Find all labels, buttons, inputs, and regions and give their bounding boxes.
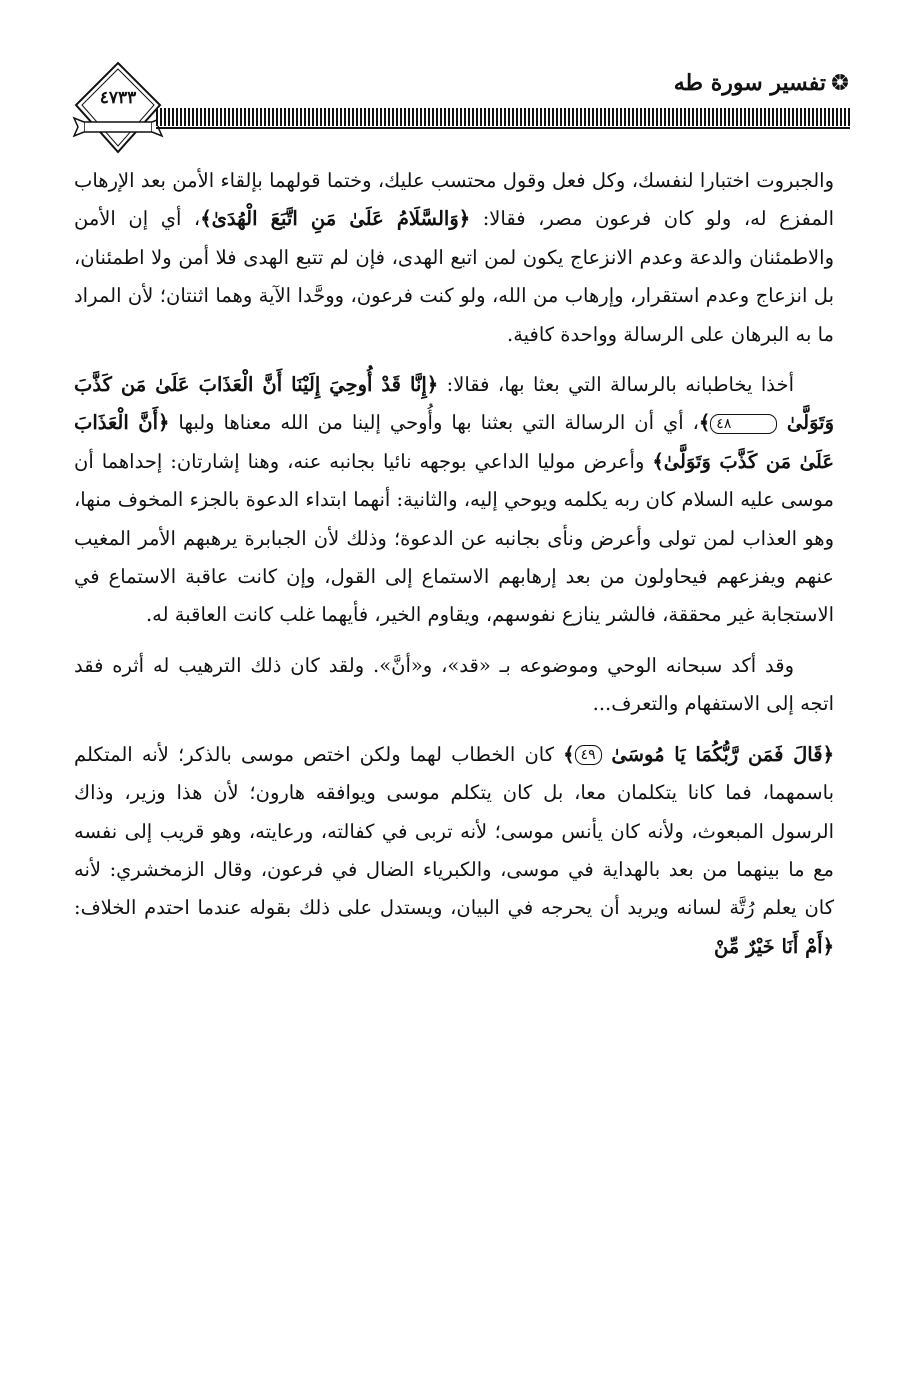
paragraph-3 [74, 647, 834, 724]
page-number-ornament [70, 60, 166, 160]
paragraph-4-text-b: كان الخطاب لهما ولكن اختص موسى بالذكر؛ لأنه المتكلم باسمهما، فما كانا يتكلمان معا، بل كان يتكلم موسى ويوافقه هارون؛ لأن هذا وزير، وذاك الرسول المبعوث، ولأنه كان يأنس موسى؛ لأنه تربى في كفالته، ورعايته، وهو قريب إلى نفسه مع ما بينهما من بعد بالهداية في موسى، والكبرياء الضال في فرعون، وقال الزمخشري: لأنه كان يعلم رُتَّة لسانه ويريد أن يحرجه في البيان، ويستدل على ذلك بقوله عندما احتدم الخلاف: [74, 742, 834, 920]
quran-verse: ﴿أَنَّ الْعَذَابَ عَلَىٰ مَن كَذَّبَ وَتَوَلَّىٰ﴾ [74, 411, 834, 473]
paragraph-2-text-b: ، أي أن الرسالة التي بعثنا بها وأُوحي إلينا من الله معناها ولبها [169, 411, 699, 435]
verse-number: ٤٨ [710, 414, 777, 434]
paragraph-2-text-a: أخذا يخاطبانه بالرسالة التي بعثا بها، فقالا: [438, 373, 794, 397]
page-title: تفسير سورة طه [673, 70, 826, 96]
paragraph-2 [74, 366, 834, 635]
paragraph-1-text-a: والجبروت اختبارا لنفسك، وكل فعل وقول محتسب عليك، وختما قولهما بإلقاء الأمن بعد الإرهاب المفزع له، ولو كان فرعون مصر، فقالا: [74, 169, 834, 231]
paragraph-3-text: وقد أكد سبحانه الوحي وموضوعه بـ «قد»، و«أنَّ». ولقد كان ذلك الترهيب له أثره فقد اتجه إلى الاستفهام والتعرف... [74, 653, 834, 716]
verse-number: ٤٩ [575, 745, 602, 765]
quran-verse-text: ﴿إِنَّا قَدْ أُوحِيَ إِلَيْنَا أَنَّ الْعَذَابَ عَلَىٰ مَن كَذَّبَ وَتَوَلَّىٰ [74, 373, 834, 435]
paragraph-1 [74, 162, 834, 354]
paragraph-4 [74, 736, 834, 966]
quran-verse-end: ﴾ [563, 742, 575, 766]
header-rule-line [156, 127, 850, 129]
flower-icon [830, 72, 850, 92]
quran-verse [563, 743, 834, 766]
header-rule [156, 108, 850, 126]
paragraph-2-text-c: وأعرض موليا الداعي بوجهه نائيا بجانبه عنه، وهنا إشارتان: إحداهما أن موسى عليه السلام كان ربه يكلمه ويوحي إليه، والثانية: أنهما ابتداء الدعوة بالجزء المخوف منها، وهو العذاب لمن تولى وأعرض ونأى بجانبه عن الدعوة؛ وذلك لأن الجبابرة يرهبهم الأمر المغيب عنهم ويفزعهم فيحاولون من بعد إرهابهم الاستماع إلى القول، وإن كانت عاقبة الاستماع في الاستجابة غير محققة، فالشر ينازع نفوسهم، ويقاوم الخير، فأيهما غلب كانت العاقبة له. [74, 449, 834, 627]
quran-verse: ﴿أَمْ أَنَا خَيْرٌ مِّنْ [713, 934, 834, 958]
quran-verse-text: ﴿قَالَ فَمَن رَّبُّكُمَا يَا مُوسَىٰ [611, 742, 834, 766]
quran-verse: ﴿وَالسَّلَامُ عَلَىٰ مَنِ اتَّبَعَ الْهُدَىٰ﴾ [200, 207, 471, 231]
page-number: ٤٧٣٣ [99, 88, 137, 108]
quran-verse-end: ﴾ [698, 411, 711, 435]
page-header [70, 60, 850, 160]
page-body [74, 162, 834, 966]
paragraph-1-text-b: ، أي إن الأمن والاطمئنان والدعة وعدم الانزعاج يكون لمن اتبع الهدى، فإن لم تتبع الهدى فلا أمن ولا اطمئنان، بل انزعاج وعدم استقرار، وإرهاب من الله، ولو كنت فرعون، ووحَّدا الآية وهما اثنتان؛ لأن المراد ما به البرهان على الرسالة وواحدة كافية. [74, 207, 834, 346]
